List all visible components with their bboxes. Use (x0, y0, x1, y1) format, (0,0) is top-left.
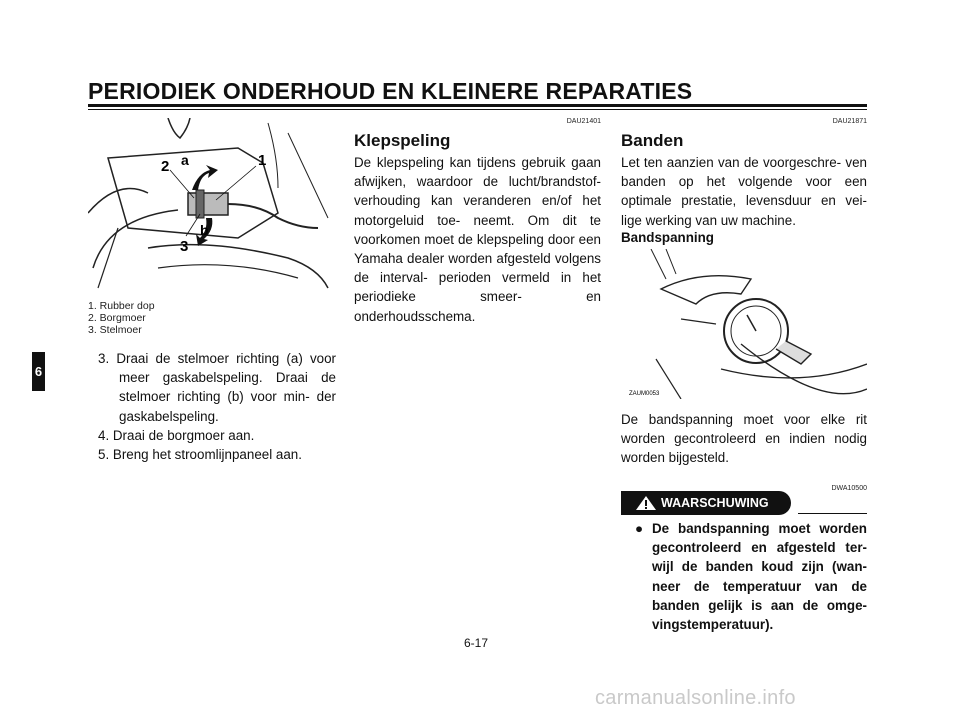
figure-caption-list (88, 300, 338, 336)
right-column (621, 118, 867, 467)
figure-label-2: 2 (161, 158, 170, 175)
bullet-dot: ● (635, 521, 644, 536)
middle-column (354, 118, 601, 326)
page-header-title: PERIODIEK ONDERHOUD EN KLEINERE REPARATIES (88, 78, 693, 104)
section-code: DAU21401 (566, 118, 601, 125)
warning-triangle-icon (635, 495, 657, 511)
section-code: DAU21871 (832, 118, 867, 125)
warning-banner (621, 491, 791, 515)
throttle-cable-illustration (88, 118, 338, 293)
header-rule-thin (88, 109, 867, 110)
watermark: carmanualsonline.info (595, 687, 796, 709)
tire-pressure-body: De bandspanning moet voor elke rit worden gecontroleerd en indien nodig worden bijgesteld. (621, 411, 867, 466)
section-title-banden: Banden (621, 131, 684, 150)
step-item: 5. Breng het stroomlijnpaneel aan. (98, 447, 302, 463)
figure-label-1: 1 (258, 152, 267, 169)
tire-gauge-illustration (621, 249, 867, 399)
step-item: 4. Draai de borgmoer aan. (98, 427, 255, 443)
step-item: 3. Draai de stelmoer richting (a) voor meer gaskabelspeling. Draai de stelmoer richting (b) voor min- der gaskabelspeling. (98, 351, 336, 424)
section-body: De klepspeling kan tijdens gebruik gaan afwijken, waardoor de lucht/brandstof-verhouding kan veranderen en/of het motorgeluid toe- neemt. Om dit te voorkomen moet de klepspeling door een Yamaha dealer worden afgesteld volgens de interval- perioden vermeld in het periodieke smeer- en onderhoudsschema. (354, 155, 601, 324)
chapter-tab: 6 (32, 352, 45, 391)
figure-label-3: 3 (180, 238, 189, 255)
left-column (88, 118, 338, 464)
steps-list (88, 349, 336, 464)
section-intro: Let ten aanzien van de voorgeschre- ven banden op het volgende voor een optimale prestatie, levensduur en vei- lige werking van uw machine. (621, 155, 867, 228)
warning-code: DWA10500 (831, 485, 867, 492)
warning-bullet-text: De bandspanning moet worden gecontroleerd en afgesteld ter- wijl de banden koud zijn (wan- neer de temperatuur van de banden gelijk is aan de omge- vingstemperatuur). (652, 521, 867, 633)
warning-rule (798, 513, 867, 514)
section-title-klepspeling: Klepspeling (354, 131, 451, 150)
subsection-title: Bandspanning (621, 229, 714, 245)
page-number: 6-17 (464, 636, 489, 650)
warning-label: WAARSCHUWING (661, 496, 769, 510)
caption-item: 3. Stelmoer (88, 324, 142, 336)
figure-code: ZAUM0053 (629, 390, 660, 397)
caption-item: 1. Rubber dop (88, 300, 155, 312)
figure-label-a: a (181, 152, 189, 168)
figure-label-b: b (200, 222, 209, 238)
header-rule (88, 104, 867, 107)
caption-item: 2. Borgmoer (88, 312, 146, 324)
warning-bullet (635, 519, 867, 634)
